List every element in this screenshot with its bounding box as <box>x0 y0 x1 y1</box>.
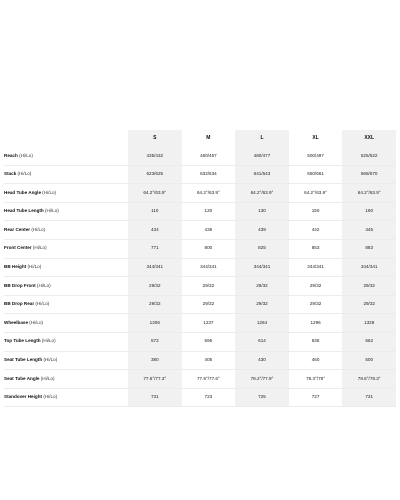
cell-l: 29/32 <box>235 296 289 315</box>
cell-l: 78.2°/77.9° <box>235 370 289 389</box>
cell-s: 380 <box>128 352 182 371</box>
row-label-unit: (Hi/Lo) <box>41 338 56 344</box>
cell-xl: 727 <box>289 389 343 408</box>
cell-xl: 442 <box>289 221 343 240</box>
cell-l: 130 <box>235 203 289 222</box>
cell-m: 1237 <box>182 314 236 333</box>
header-corner-cell <box>4 130 128 147</box>
row-label-name: Standover Height <box>4 394 43 400</box>
row-label <box>4 221 128 240</box>
row-label-name: BB Height <box>4 264 27 270</box>
cell-s: 29/32 <box>128 296 182 315</box>
geometry-table-body <box>4 147 396 407</box>
row-label <box>4 259 128 278</box>
cell-l: 480/477 <box>235 147 289 166</box>
cell-s: 344/341 <box>128 259 182 278</box>
cell-s: 572 <box>128 333 182 352</box>
row-label <box>4 184 128 203</box>
cell-xxl: 344/341 <box>342 259 396 278</box>
cell-l: 725 <box>235 389 289 408</box>
cell-xxl: 78.6°/78.3° <box>342 370 396 389</box>
table-row <box>4 352 396 371</box>
cell-l: 641/643 <box>235 166 289 185</box>
row-label <box>4 352 128 371</box>
cell-xxl: 662 <box>342 333 396 352</box>
table-row <box>4 370 396 389</box>
row-label-name: Front Center <box>4 245 32 251</box>
row-label-name: Head Tube Angle <box>4 189 42 195</box>
cell-s: 77.6°/77.3° <box>128 370 182 389</box>
row-label-name: Seat Tube Length <box>4 357 43 363</box>
row-label-unit: (Hi/Lo) <box>29 319 44 325</box>
table-row <box>4 166 396 185</box>
row-label-unit: (Hi/Lo) <box>31 226 46 232</box>
size-header-xxl: XXL <box>342 130 396 147</box>
row-label <box>4 240 128 259</box>
cell-s: 110 <box>128 203 182 222</box>
row-label-name: Reach <box>4 152 18 158</box>
cell-m: 436 <box>182 221 236 240</box>
row-label <box>4 277 128 296</box>
cell-l: 430 <box>235 352 289 371</box>
cell-xl: 636 <box>289 333 343 352</box>
row-label-unit: (Hi/Lo) <box>32 245 47 251</box>
row-label <box>4 314 128 333</box>
cell-xxl: 883 <box>342 240 396 259</box>
cell-xl: 29/32 <box>289 296 343 315</box>
cell-xl: 650/661 <box>289 166 343 185</box>
cell-s: 434 <box>128 221 182 240</box>
row-label <box>4 389 128 408</box>
cell-m: 800 <box>182 240 236 259</box>
cell-l: 29/32 <box>235 277 289 296</box>
cell-s: 64.2°/63.9° <box>128 184 182 203</box>
cell-s: 731 <box>128 389 182 408</box>
row-label <box>4 203 128 222</box>
size-header-s: S <box>128 130 182 147</box>
cell-l: 64.2°/63.9° <box>235 184 289 203</box>
cell-m: 29/32 <box>182 277 236 296</box>
row-label-unit: (Hi/Lo) <box>45 208 59 214</box>
cell-m: 460/457 <box>182 147 236 166</box>
cell-xl: 150 <box>289 203 343 222</box>
cell-l: 1264 <box>235 314 289 333</box>
cell-m: 344/341 <box>182 259 236 278</box>
row-label-unit: (Hi/Lo) <box>17 171 32 177</box>
cell-s: 435/432 <box>128 147 182 166</box>
geometry-table <box>4 130 396 407</box>
row-label-unit: (Hi/Lo) <box>43 394 58 400</box>
cell-xxl: 29/32 <box>342 296 396 315</box>
cell-xxl: 64.2°/63.9° <box>342 184 396 203</box>
cell-xl: 853 <box>289 240 343 259</box>
row-label-name: Head Tube Length <box>4 208 44 214</box>
cell-m: 64.2°/63.9° <box>182 184 236 203</box>
row-label <box>4 147 128 166</box>
row-label <box>4 333 128 352</box>
table-row <box>4 240 396 259</box>
cell-s: 771 <box>128 240 182 259</box>
row-label-unit: (Hi/Lo) <box>42 189 57 195</box>
table-row <box>4 296 396 315</box>
cell-xxl: 668/670 <box>342 166 396 185</box>
cell-l: 614 <box>235 333 289 352</box>
cell-s: 29/32 <box>128 277 182 296</box>
size-header-l: L <box>235 130 289 147</box>
cell-m: 120 <box>182 203 236 222</box>
row-label-unit: (Hi/Lo) <box>36 282 51 288</box>
cell-xxl: 1328 <box>342 314 396 333</box>
cell-m: 632/634 <box>182 166 236 185</box>
row-label-name: Wheelbase <box>4 319 28 325</box>
row-label-unit: (Hi/Lo) <box>40 375 55 381</box>
cell-xl: 64.2°/63.9° <box>289 184 343 203</box>
row-label-name: BB Drop Front <box>4 282 36 288</box>
table-row <box>4 389 396 408</box>
cell-m: 723 <box>182 389 236 408</box>
cell-m: 405 <box>182 352 236 371</box>
cell-l: 825 <box>235 240 289 259</box>
cell-xl: 344/341 <box>289 259 343 278</box>
table-row <box>4 203 396 222</box>
cell-xxl: 525/522 <box>342 147 396 166</box>
table-row <box>4 184 396 203</box>
cell-xxl: 29/32 <box>342 277 396 296</box>
table-row <box>4 333 396 352</box>
row-label-unit: (Hi/Lo) <box>35 301 50 307</box>
cell-m: 77.9°/77.6° <box>182 370 236 389</box>
size-header-m: M <box>206 135 211 141</box>
cell-xl: 78.3°/78° <box>289 370 343 389</box>
header-row <box>4 130 396 147</box>
cell-xl: 1296 <box>289 314 343 333</box>
cell-xl: 500/497 <box>289 147 343 166</box>
row-label-name: Stack <box>4 171 17 177</box>
row-label <box>4 370 128 389</box>
row-label-name: BB Drop Rear <box>4 301 35 307</box>
size-header-xl: XL <box>312 135 319 141</box>
row-label <box>4 166 128 185</box>
cell-xl: 29/32 <box>289 277 343 296</box>
table-row <box>4 277 396 296</box>
cell-xxl: 731 <box>342 389 396 408</box>
cell-xl: 460 <box>289 352 343 371</box>
table-row <box>4 147 396 166</box>
table-row <box>4 314 396 333</box>
table-row <box>4 221 396 240</box>
row-label-unit: (Hi/Lo) <box>19 152 33 158</box>
row-label <box>4 296 128 315</box>
cell-xxl: 500 <box>342 352 396 371</box>
row-label-unit: (Hi/Lo) <box>43 357 58 363</box>
cell-s: 623/625 <box>128 166 182 185</box>
cell-xxl: 445 <box>342 221 396 240</box>
cell-l: 344/341 <box>235 259 289 278</box>
row-label-name: Top Tube Length <box>4 338 41 344</box>
row-label-name: Rear Center <box>4 226 31 232</box>
table-row <box>4 259 396 278</box>
cell-s: 1206 <box>128 314 182 333</box>
cell-m: 29/32 <box>182 296 236 315</box>
row-label-unit: (Hi/Lo) <box>27 264 42 270</box>
cell-m: 595 <box>182 333 236 352</box>
cell-l: 439 <box>235 221 289 240</box>
row-label-name: Seat Tube Angle <box>4 375 40 381</box>
cell-xxl: 160 <box>342 203 396 222</box>
